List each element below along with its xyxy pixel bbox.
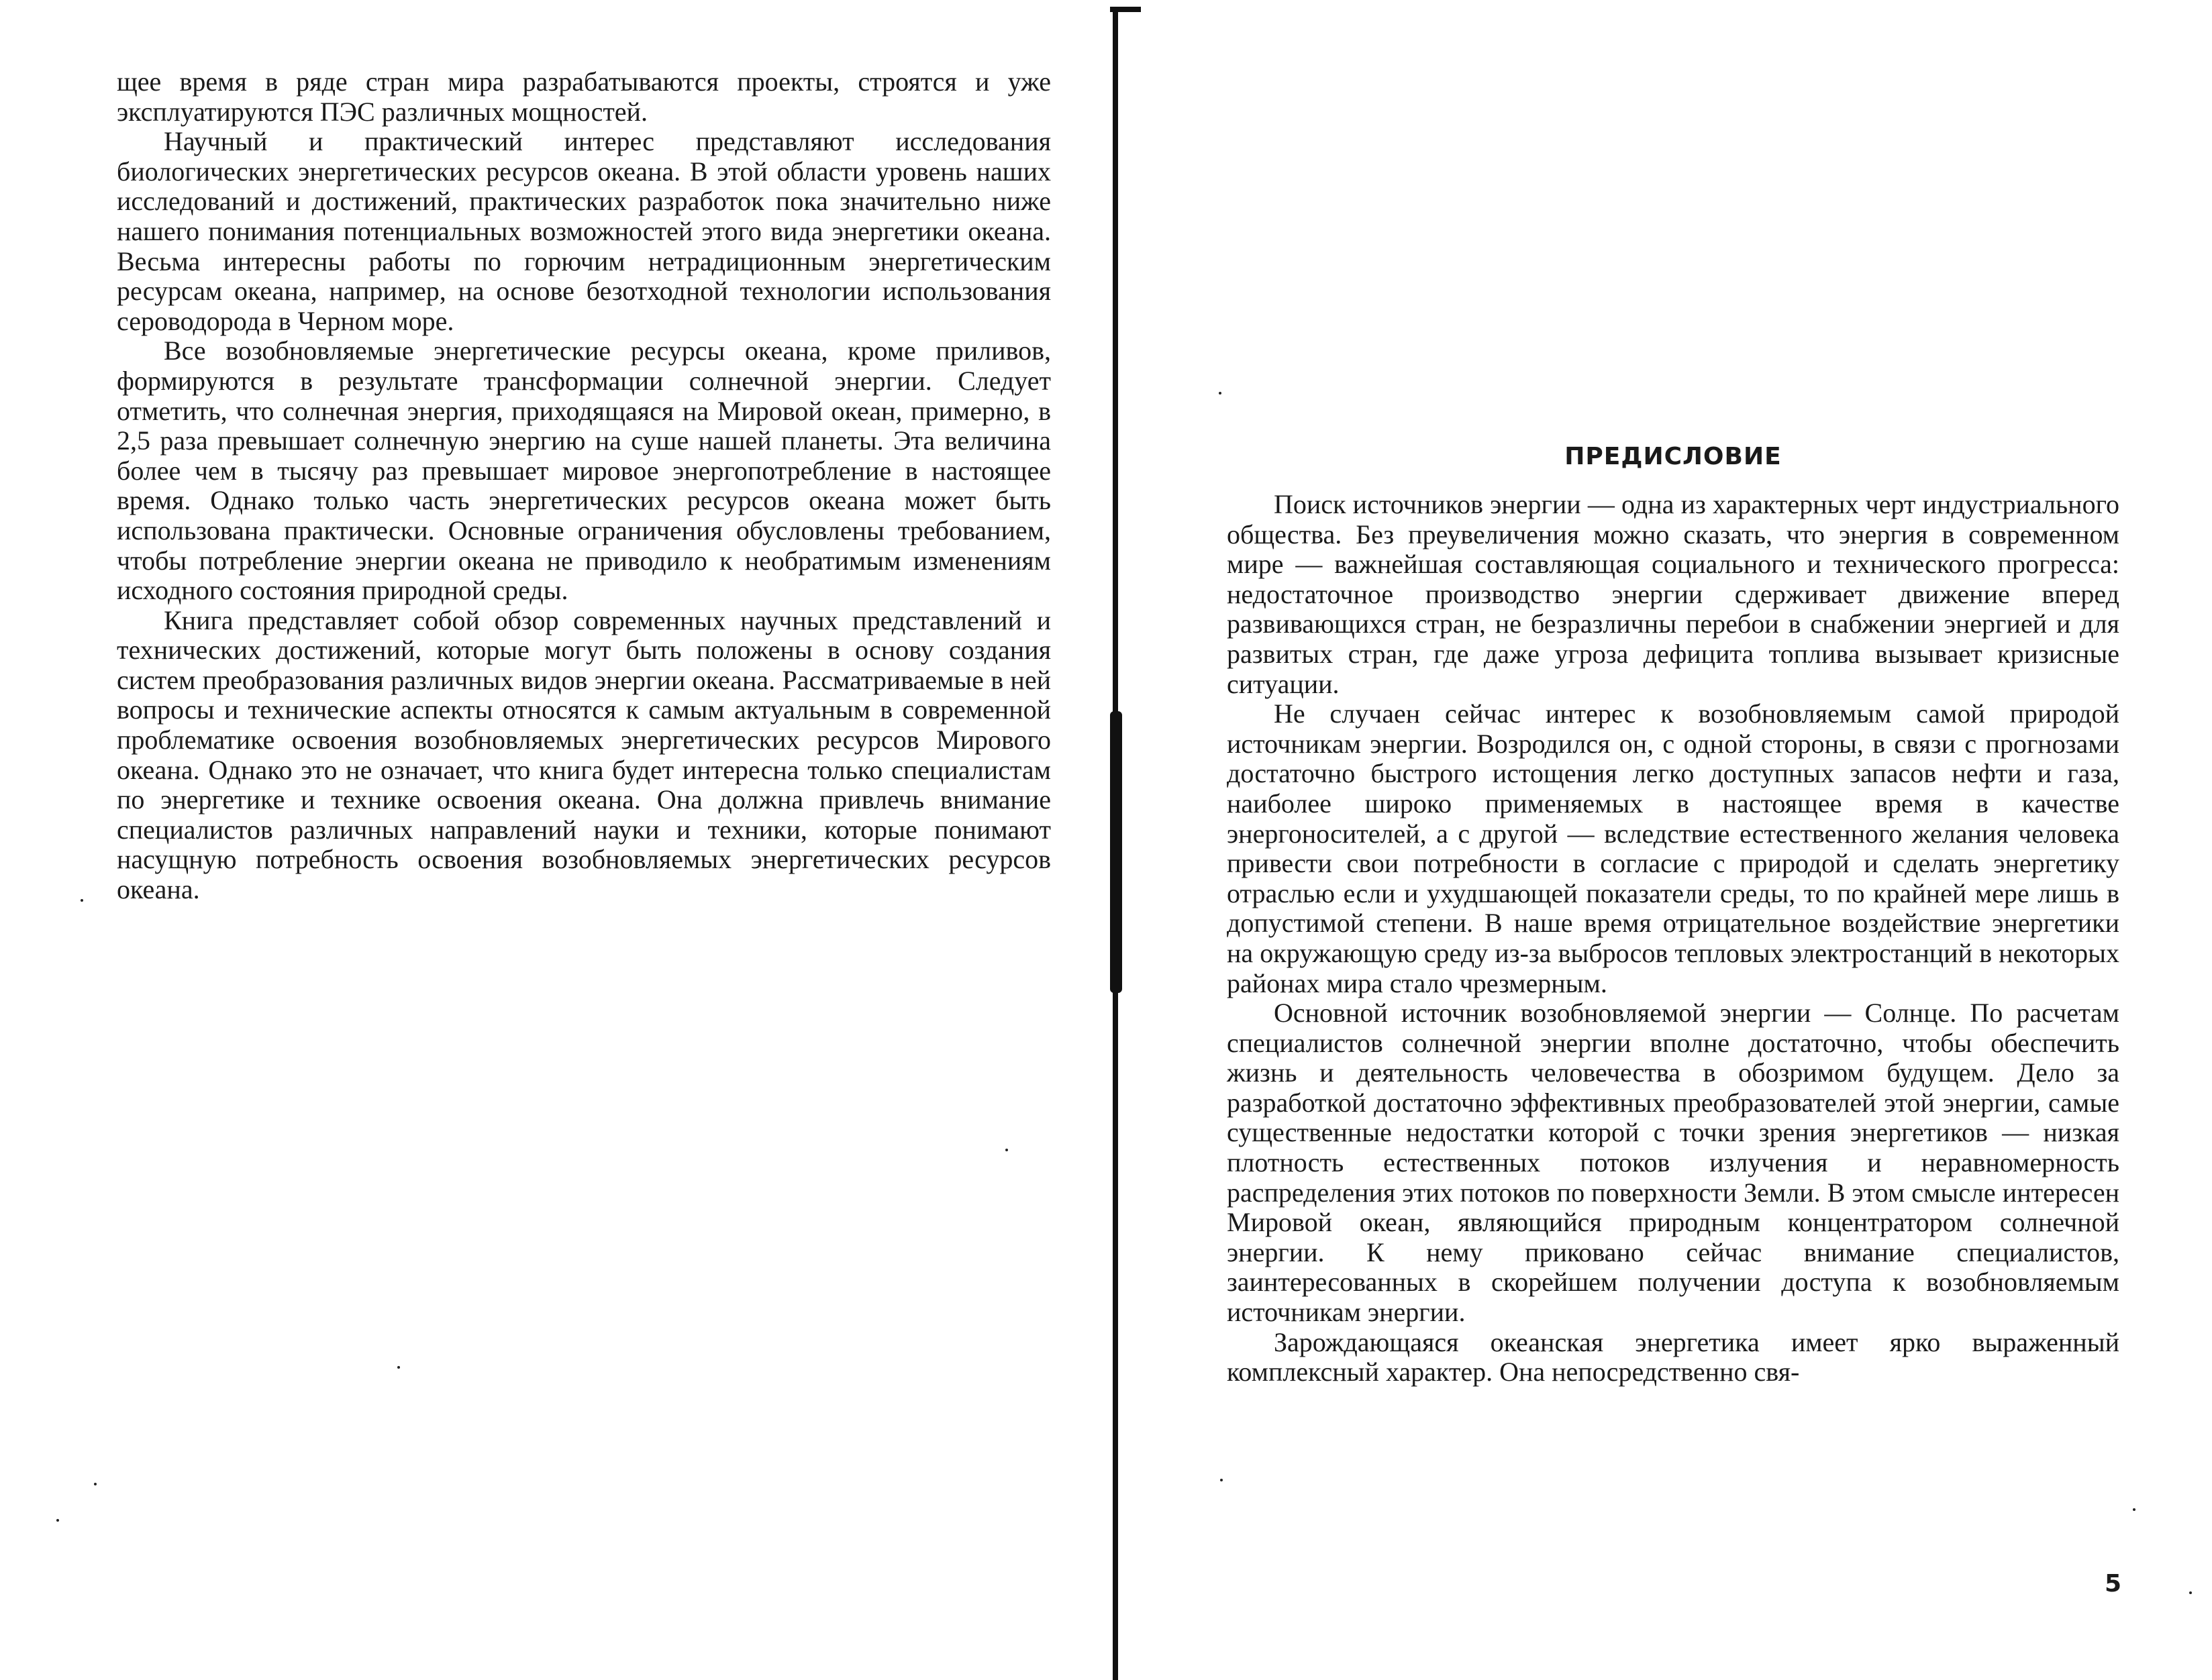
paragraph: Зарождающаяся океанская энергетика имеет ярко выраженный комплексный характер. Она непосредственно свя- <box>1227 1326 2119 1387</box>
right-page-text <box>1227 490 2119 1387</box>
scan-speck <box>397 1366 400 1369</box>
paragraph: Книга представляет собой обзор современных научных представлений и технических достижений, которые могут быть положены в основу создания систем преобразования различных видов энергии океана. Рассматриваемые в ней вопросы и технические аспекты относятся к самым актуальным в современной проблематике освоения возобновляемых энергетических ресурсов Мирового океана. Однако это не означает, что книга будет интересна только специалистам по энергетике и технике освоения океана. Она должна привлечь внимание специалистов различных направлений науки и техники, которые понимают насущную потребность освоения возобновляемых энергетических ресурсов океана. <box>117 605 1051 905</box>
paragraph: Основной источник возобновляемой энергии — Солнце. По расчетам специалистов солнечной энергии вполне достаточно, чтобы обеспечить жизнь и деятельность человечества в обозримом будущем. Дело за разработкой достаточно эффективных преобразователей этой энергии, самые существенные недостатки которой с точки зрения энергетиков — низкая плотность естественных потоков излучения и неравномерность распределения этих потоков по поверхности Земли. В этом смысле интересен Мировой океан, являющийся природным концентратором солнечной энергии. К нему приковано сейчас внимание специалистов, заинтересованных в скорейшем получении доступа к возобновляемым источникам энергии. <box>1227 998 2119 1328</box>
spine-shadow <box>1110 711 1122 993</box>
paragraph: щее время в ряде стран мира разрабатываются проекты, строятся и уже эксплуатируются ПЭС различных мощностей. <box>117 66 1051 127</box>
paragraph: Поиск источников энергии — одна из характерных черт индустриального общества. Без преувеличения можно сказать, что энергия в современном мире — важнейшая составляющая социального и технического прогресса: недостаточное производство энергии сдерживает движение вперед развивающихся стран, не безразличны перебои в снабжении энергией и для развитых стран, где даже угроза дефицита топлива вызывает кризисные ситуации. <box>1227 489 2119 699</box>
scan-speck <box>2189 1591 2192 1594</box>
right-page <box>1127 0 2212 1680</box>
scan-speck <box>2133 1508 2135 1511</box>
book-spine <box>1110 0 1121 1680</box>
scan-speck <box>94 1483 97 1485</box>
paragraph: Научный и практический интерес представляют исследования биологических энергетических ресурсов океана. В этой области уровень наших исследований и достижений, практических разработок пока значительно ниже нашего понимания потенциальных возможностей этого вида энергетики океана. Весьма интересны работы по горючим нетрадиционным энергетическим ресурсам океана, например, на основе безотходной технологии использования сероводорода в Черном море. <box>117 126 1051 336</box>
left-page-text <box>117 67 1051 905</box>
paragraph: Все возобновляемые энергетические ресурсы океана, кроме приливов, формируются в результате трансформации солнечной энергии. Следует отметить, что солнечная энергия, приходящаяся на Мировой океан, примерно, в 2,5 раза превышает солнечную энергию на суше нашей планеты. Эта величина более чем в тысячу раз превышает мировое энергопотребление в настоящее время. Однако только часть энергетических ресурсов океана может быть использована практически. Основные ограничения обусловлены требованием, чтобы потребление энергии океана не приводило к необратимым изменениям исходного состояния природной среды. <box>117 335 1051 606</box>
scan-speck <box>1005 1149 1008 1151</box>
scan-speck <box>1220 1479 1223 1481</box>
scan-speck <box>1219 392 1221 395</box>
scan-speck <box>56 1519 59 1522</box>
page-title: ПРЕДИСЛОВИЕ <box>1564 443 1782 470</box>
scan-speck <box>81 899 83 902</box>
paragraph: Не случаен сейчас интерес к возобновляемым самой природой источникам энергии. Возродился он, с одной стороны, в связи с прогнозами достаточно быстрого истощения легко доступных запасов нефти и газа, наиболее широко применяемых в настоящее время в качестве энергоносителей, а с другой — вследствие естественного желания человека привести свои потребности в согласие с природой и сделать энергетику отраслью если и ухудшающей показатели среды, то по крайней мере лишь в допустимой степени. В наше время отрицательное воздействие энергетики на окружающую среду из-за выбросов тепловых электростанций в некоторых районах мира стало чрезмерным. <box>1227 698 2119 998</box>
page-number: 5 <box>2105 1570 2122 1597</box>
